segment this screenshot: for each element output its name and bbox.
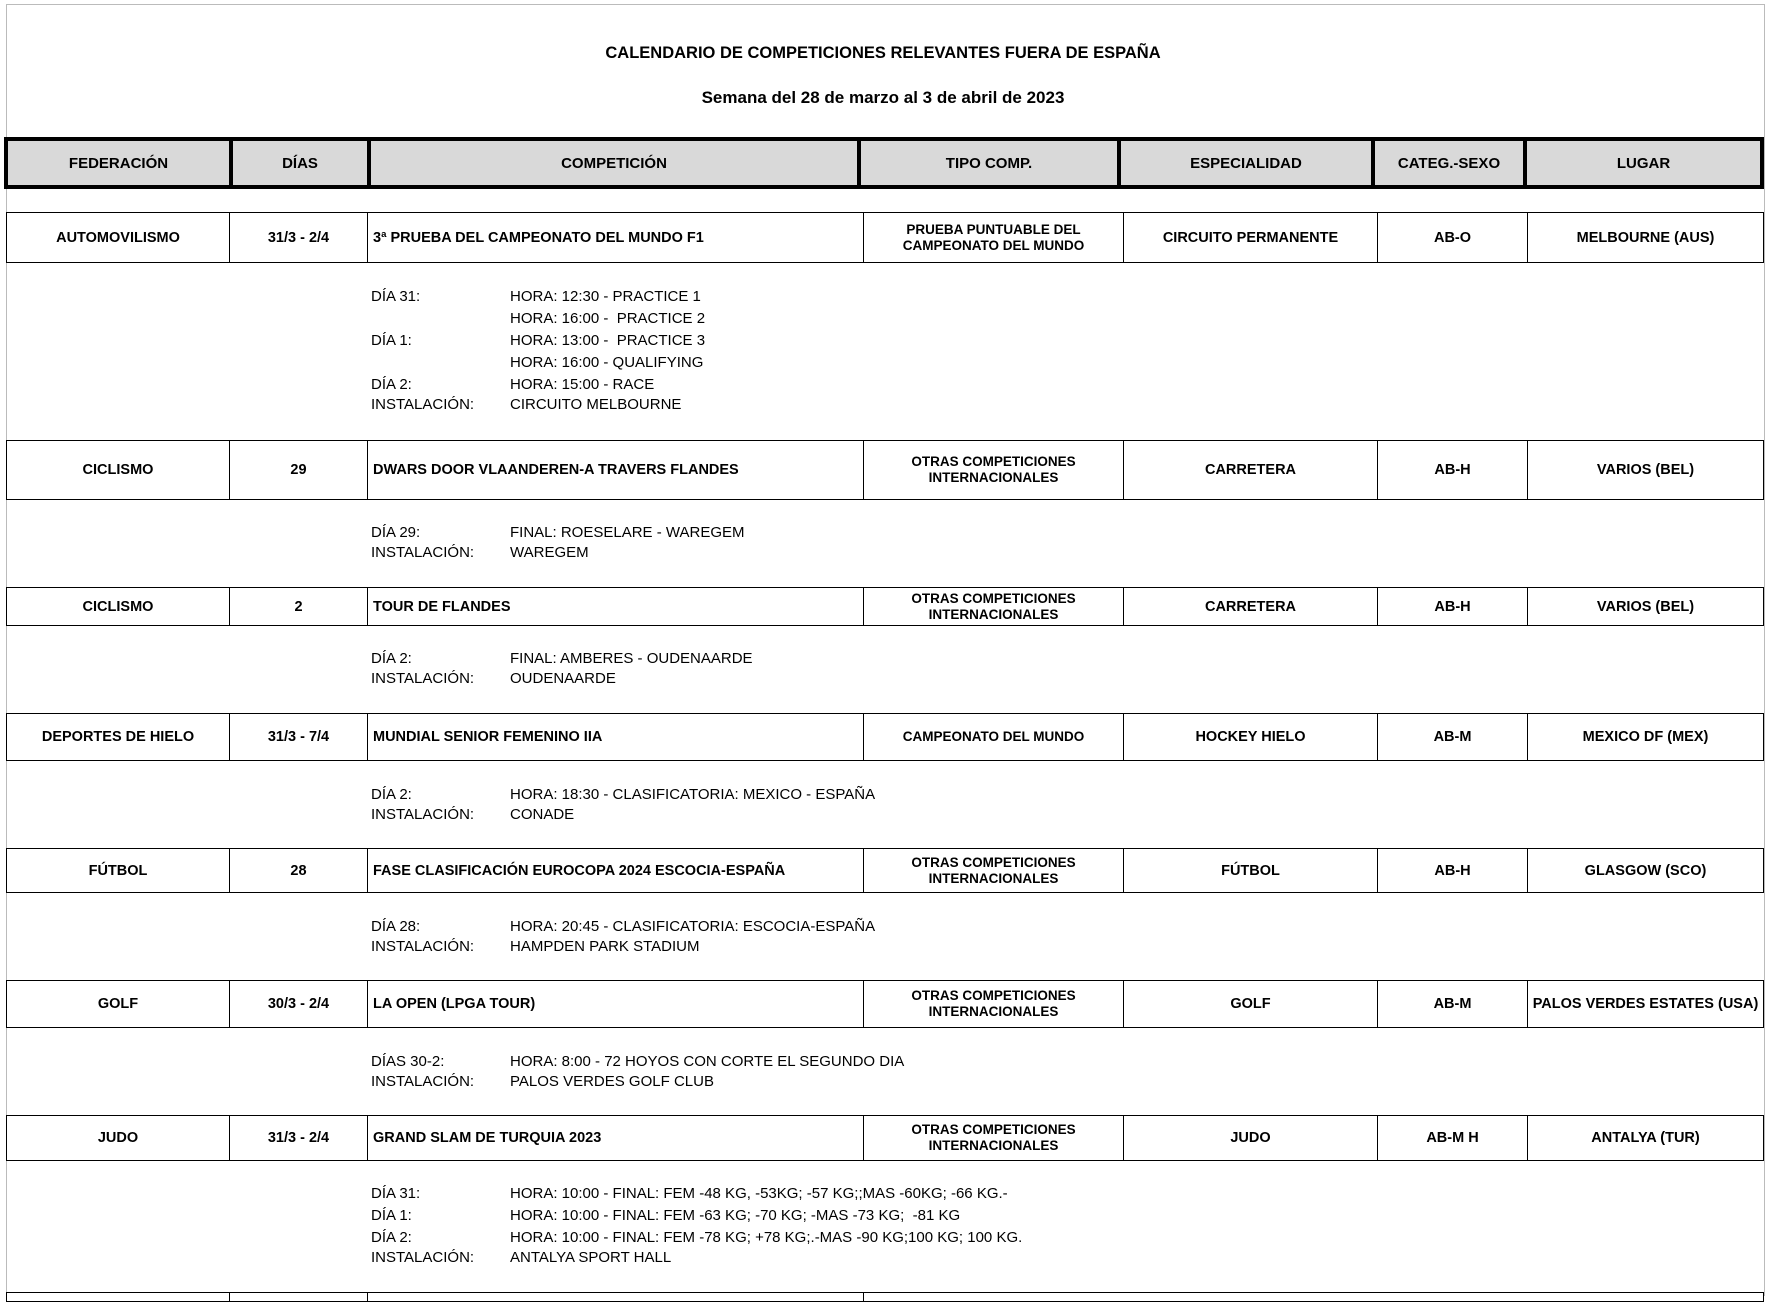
cell-lugar: GLASGOW (SCO) xyxy=(1584,862,1707,879)
cell-lugar: ANTALYA (TUR) xyxy=(1591,1130,1700,1146)
cell-categ: AB-M xyxy=(1378,981,1528,1027)
cell-especialidad: HOCKEY HIELO xyxy=(1124,714,1378,760)
cell-dias: 30/3 - 2/4 xyxy=(230,981,368,1027)
cell-federacion: CICLISMO xyxy=(7,588,230,625)
cell-tipo: OTRAS COMPETICIONES INTERNACIONALES xyxy=(864,588,1124,625)
cell-especialidad: JUDO xyxy=(1124,1116,1378,1160)
page-title: CALENDARIO DE COMPETICIONES RELEVANTES FUERA DE ESPAÑA xyxy=(605,44,1161,62)
cell-competicion: LA OPEN (LPGA TOUR) xyxy=(368,981,864,1027)
cell-dias: 28 xyxy=(230,849,368,892)
cell-dias: 29 xyxy=(230,441,368,499)
cell-competicion: 3ª PRUEBA DEL CAMPEONATO DEL MUNDO F1 xyxy=(368,213,864,262)
cell-dias: 31/3 - 2/4 xyxy=(230,213,368,262)
cell-dias: 31/3 - 2/4 xyxy=(230,1116,368,1160)
table-row xyxy=(6,1115,1764,1161)
header-especialidad: ESPECIALIDAD xyxy=(1121,141,1375,185)
table-row xyxy=(6,587,1764,626)
table-row xyxy=(6,713,1764,761)
header-tipo: TIPO COMP. xyxy=(861,141,1121,185)
header-categ: CATEG.-SEXO xyxy=(1375,141,1527,185)
cell-dias: 31/3 - 7/4 xyxy=(230,714,368,760)
cell-dias xyxy=(230,1293,368,1301)
cell-competicion: TOUR DE FLANDES xyxy=(368,588,864,625)
cell-lugar: VARIOS (BEL) xyxy=(1596,598,1695,615)
cell-tipo: OTRAS COMPETICIONES INTERNACIONALES xyxy=(864,849,1124,892)
cell-federacion: DEPORTES DE HIELO xyxy=(7,714,230,760)
cell-dias: 2 xyxy=(230,588,368,625)
cell-categ: AB-H xyxy=(1378,849,1528,892)
cell-especialidad: CIRCUITO PERMANENTE xyxy=(1124,213,1378,262)
cell-categ: AB-O xyxy=(1378,213,1528,262)
header-dias: DÍAS xyxy=(233,141,371,185)
cell-lugar: MEXICO DF (MEX) xyxy=(1582,729,1709,745)
table-row xyxy=(6,212,1764,263)
cell-federacion xyxy=(7,1293,230,1301)
table-row-partial xyxy=(6,1292,1764,1302)
cell-competicion: DWARS DOOR VLAANDEREN-A TRAVERS FLANDES xyxy=(368,441,864,499)
cell-competicion: GRAND SLAM DE TURQUIA 2023 xyxy=(368,1116,864,1160)
cell-categ: AB-M H xyxy=(1378,1116,1528,1160)
cell-categ: AB-H xyxy=(1378,588,1528,625)
cell-categ: AB-M xyxy=(1378,714,1528,760)
cell-tipo: OTRAS COMPETICIONES INTERNACIONALES xyxy=(864,441,1124,499)
cell-especialidad: CARRETERA xyxy=(1124,588,1378,625)
cell-tipo: PRUEBA PUNTUABLE DEL CAMPEONATO DEL MUNDO xyxy=(864,213,1124,262)
cell-especialidad: FÚTBOL xyxy=(1124,849,1378,892)
cell-especialidad: CARRETERA xyxy=(1124,441,1378,499)
cell-federacion: CICLISMO xyxy=(7,441,230,499)
cell-especialidad: GOLF xyxy=(1124,981,1378,1027)
cell-federacion: GOLF xyxy=(7,981,230,1027)
cell-categ: AB-H xyxy=(1378,441,1528,499)
cell-tipo: OTRAS COMPETICIONES INTERNACIONALES xyxy=(864,1116,1124,1160)
cell-lugar: PALOS VERDES ESTATES (USA) xyxy=(1532,996,1759,1012)
table-row xyxy=(6,440,1764,500)
cell-lugar: VARIOS (BEL) xyxy=(1596,462,1695,478)
page-subtitle: Semana del 28 de marzo al 3 de abril de 2023 xyxy=(701,88,1065,107)
table-row xyxy=(6,980,1764,1028)
table-header xyxy=(4,137,1764,189)
cell-tipo: CAMPEONATO DEL MUNDO xyxy=(864,714,1124,760)
cell-federacion: FÚTBOL xyxy=(7,849,230,892)
header-federacion: FEDERACIÓN xyxy=(8,141,233,185)
table-row xyxy=(6,848,1764,893)
cell-federacion: JUDO xyxy=(7,1116,230,1160)
cell-competicion xyxy=(368,1293,864,1301)
calendar-sheet xyxy=(6,4,1765,1296)
header-competicion: COMPETICIÓN xyxy=(371,141,861,185)
header-lugar: LUGAR xyxy=(1616,154,1671,172)
cell-lugar: MELBOURNE (AUS) xyxy=(1576,229,1715,246)
cell-competicion: FASE CLASIFICACIÓN EUROCOPA 2024 ESCOCIA-ESPAÑA xyxy=(368,849,864,892)
cell-competicion: MUNDIAL SENIOR FEMENINO IIA xyxy=(368,714,864,760)
cell-federacion: AUTOMOVILISMO xyxy=(7,213,230,262)
cell-tipo: OTRAS COMPETICIONES INTERNACIONALES xyxy=(864,981,1124,1027)
